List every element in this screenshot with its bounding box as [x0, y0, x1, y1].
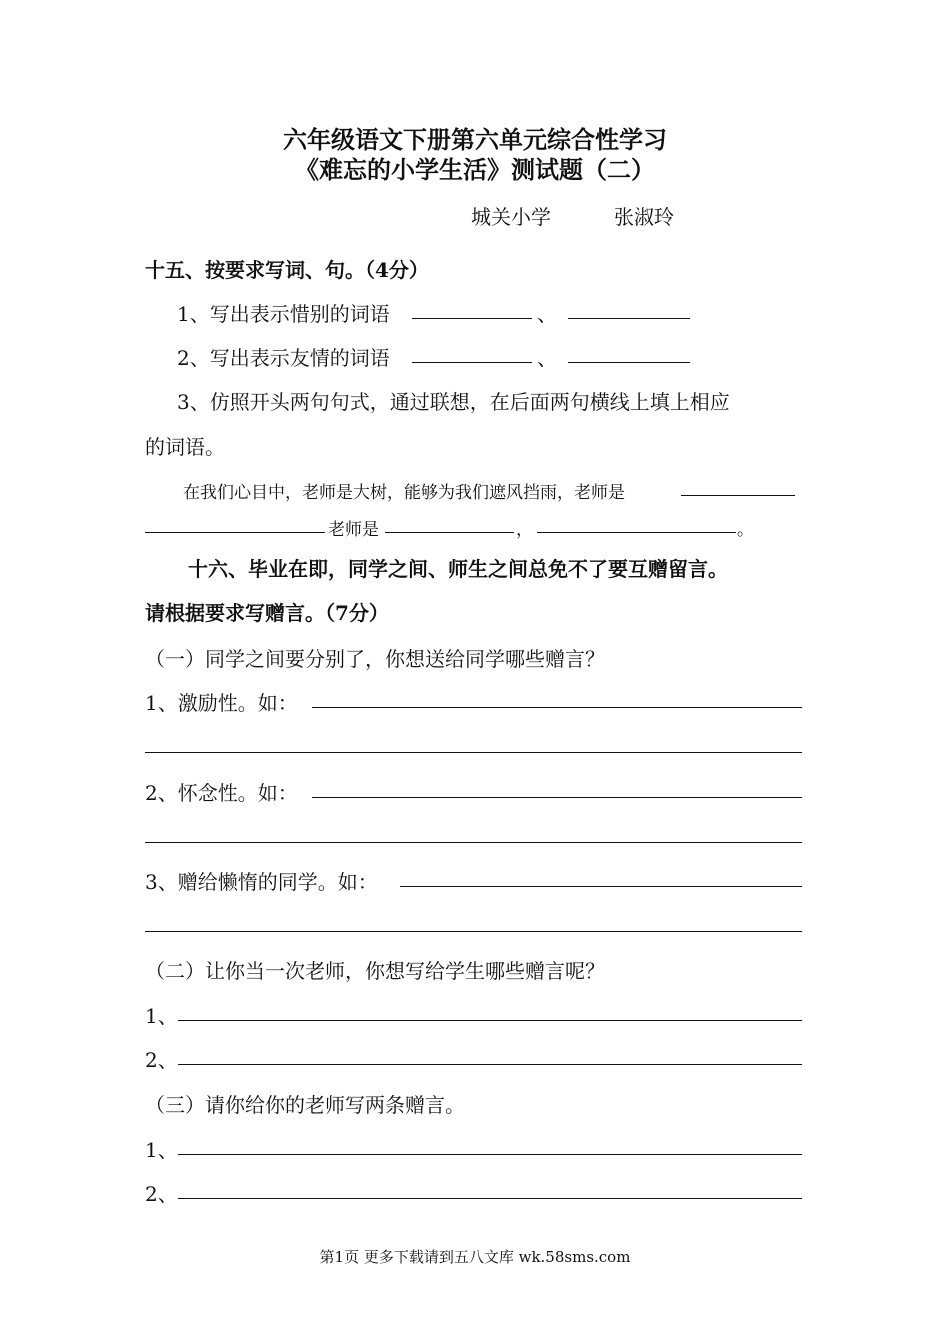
q3-text-line-1: 3、仿照开头两句句式，通过联想，在后面两句横线上填上相应: [177, 390, 730, 414]
part-2-item-2-blank[interactable]: [178, 1064, 802, 1065]
example-mid-text: 老师是: [328, 520, 379, 540]
part-1-item-1: 1、激励性。如：: [145, 691, 298, 715]
part-3-item-2-blank[interactable]: [178, 1198, 802, 1199]
section-16-heading-line-2: 请根据要求写赠言。（7分）: [145, 601, 389, 625]
part-1-item-3-blank[interactable]: [400, 886, 802, 887]
title-line-2: 《难忘的小学生活》测试题（二）: [295, 155, 655, 184]
author-name: 张淑玲: [614, 205, 674, 229]
part-3-item-2: 2、: [145, 1182, 178, 1206]
part-1-item-2-blank[interactable]: [312, 797, 802, 798]
example-blank-1[interactable]: [681, 495, 795, 496]
author-school: 城关小学: [471, 205, 551, 229]
q2-text: 2、写出表示友情的词语: [177, 346, 390, 370]
example-sentence-line-1: 在我们心目中，老师是大树，能够为我们遮风挡雨，老师是: [183, 483, 625, 503]
example-blank-3[interactable]: [385, 532, 514, 533]
part-3-item-1: 1、: [145, 1138, 178, 1162]
q2-separator: 、: [537, 346, 557, 370]
q3-text-line-2: 的词语。: [145, 435, 225, 459]
section-16-heading-line-1: 十六、毕业在即，同学之间、师生之间总免不了要互赠留言。: [188, 557, 728, 581]
example-comma: ，: [516, 520, 533, 540]
part-1-item-2: 2、怀念性。如：: [145, 781, 298, 805]
part-3-item-1-blank[interactable]: [178, 1154, 802, 1155]
part-2-item-1: 1、: [145, 1004, 178, 1028]
part-1-prompt: （一）同学之间要分别了，你想送给同学哪些赠言？: [145, 647, 605, 671]
part-1-item-1-blank-2[interactable]: [145, 752, 802, 753]
part-1-item-1-blank[interactable]: [312, 707, 802, 708]
section-15-heading: 十五、按要求写词、句。（4分）: [145, 258, 429, 282]
part-1-item-3: 3、赠给懒惰的同学。如：: [145, 870, 378, 894]
part-2-item-2: 2、: [145, 1048, 178, 1072]
part-1-item-3-blank-2[interactable]: [145, 931, 802, 932]
q1-answer-blank-1[interactable]: [412, 318, 532, 319]
part-2-item-1-blank[interactable]: [178, 1020, 802, 1021]
q1-answer-blank-2[interactable]: [568, 318, 690, 319]
q1-text: 1、写出表示惜别的词语: [177, 302, 390, 326]
q2-answer-blank-2[interactable]: [568, 362, 690, 363]
example-blank-4[interactable]: [537, 532, 736, 533]
example-end-mark: 。: [737, 520, 754, 540]
q1-separator: 、: [537, 302, 557, 326]
part-1-item-2-blank-2[interactable]: [145, 842, 802, 843]
part-3-prompt: （三）请你给你的老师写两条赠言。: [145, 1093, 465, 1117]
page-footer: 第1页 更多下载请到五八文库 wk.58sms.com: [319, 1248, 631, 1266]
example-blank-2[interactable]: [145, 532, 325, 533]
title-line-1: 六年级语文下册第六单元综合性学习: [283, 125, 667, 154]
q2-answer-blank-1[interactable]: [412, 362, 532, 363]
part-2-prompt: （二）让你当一次老师，你想写给学生哪些赠言呢？: [145, 959, 605, 983]
